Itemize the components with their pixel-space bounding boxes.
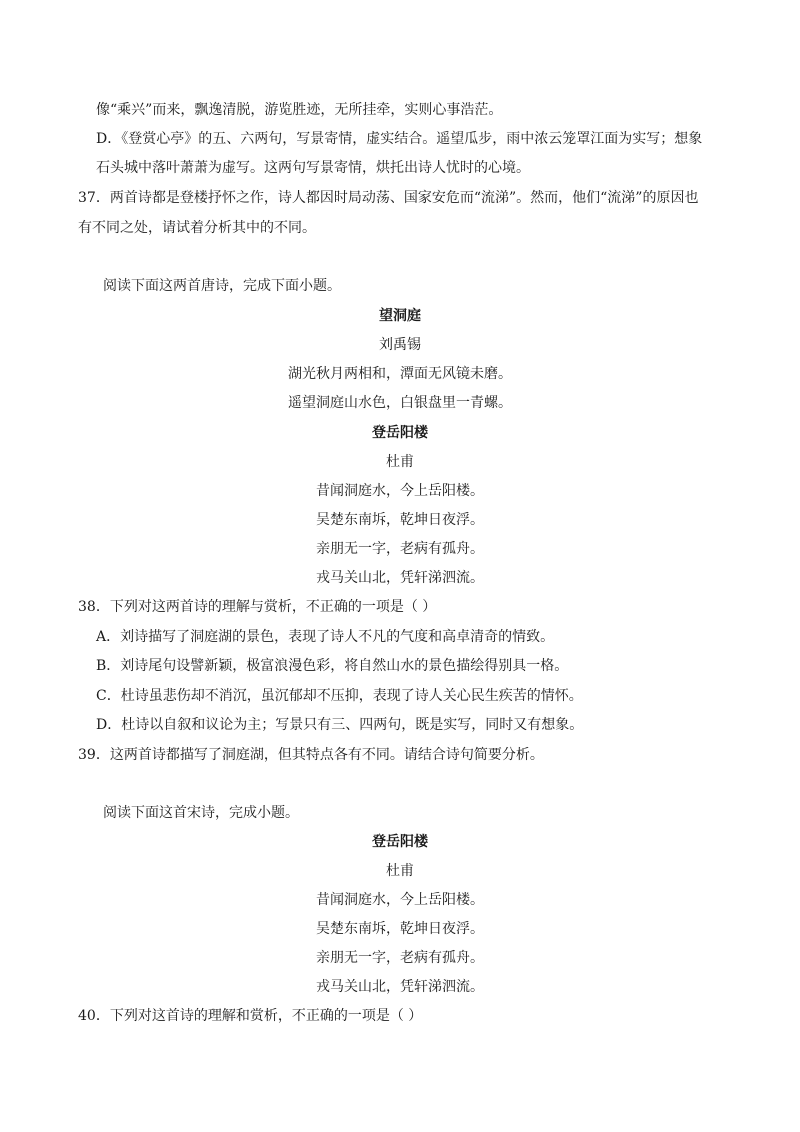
question-38-option-a: A．刘诗描写了洞庭湖的景色，表现了诗人不凡的气度和高卓清奇的情致。 [96,629,555,645]
poem-line: 亲朋无一字，老病有孤舟。 [316,541,484,557]
poem-line: 吴楚东南坼，乾坤日夜浮。 [316,921,484,937]
question-38-option-b: B．刘诗尾句设譬新颖，极富浪漫色彩，将自然山水的景色描绘得别具一格。 [96,658,569,674]
poem-line: 湖光秋月两相和，潭面无风镜未磨。 [288,366,512,382]
poem-author-dufu: 杜甫 [386,863,414,879]
poem-author-dufu: 杜甫 [386,454,414,470]
poem-line: 昔闻洞庭水，今上岳阳楼。 [316,483,484,499]
question-38-stem: 38．下列对这两首诗的理解与赏析，不正确的一项是（ ） [78,599,437,615]
question-38-option-c: C．杜诗虽悲伤却不消沉，虽沉郁却不压抑，表现了诗人关心民生疾苦的情怀。 [96,688,583,704]
option-d-line-2: 石头城中落叶萧萧为虚写。这两句写景寄情，烘托出诗人忧时的心境。 [96,160,530,176]
poem-author-liuyuxi: 刘禹锡 [379,337,421,353]
question-37-line-2: 有不同之处，请试着分析其中的不同。 [78,220,316,236]
question-37-line-1: 37．两首诗都是登楼抒怀之作，诗人都因时局动荡、国家安危而“流涕”。然而，他们“流涕”的原因也 [78,190,699,206]
section-intro-song: 阅读下面这首宋诗，完成小题。 [103,805,299,821]
answer-continuation-line: 像“乘兴”而来，飘逸清脱，游览胜迹，无所挂牵，实则心事浩茫。 [96,102,503,118]
question-38-option-d: D．杜诗以自叙和议论为主；写景只有三、四两句，既是实写，同时又有想象。 [96,717,584,733]
poem-line: 遥望洞庭山水色，白银盘里一青螺。 [288,395,512,411]
section-intro-tang: 阅读下面这两首唐诗，完成下面小题。 [103,278,341,294]
poem-line: 戎马关山北，凭轩涕泗流。 [316,979,484,995]
poem-title-wangdongting: 望洞庭 [379,308,421,324]
poem-line: 吴楚东南坼，乾坤日夜浮。 [316,512,484,528]
question-39: 39．这两首诗都描写了洞庭湖，但其特点各有不同。请结合诗句简要分析。 [78,747,544,763]
question-40-stem: 40．下列对这首诗的理解和赏析，不正确的一项是（ ） [78,1008,423,1024]
poem-line: 亲朋无一字，老病有孤舟。 [316,950,484,966]
poem-line: 昔闻洞庭水，今上岳阳楼。 [316,892,484,908]
option-d-line-1: D．《登赏心亭》的五、六两句，写景寄情，虚实结合。遥望瓜步，雨中浓云笼罩江面为实写；想象 [96,131,703,147]
poem-title-dengyueyanglou: 登岳阳楼 [372,834,428,850]
poem-title-dengyueyanglou: 登岳阳楼 [372,425,428,441]
poem-line: 戎马关山北，凭轩涕泗流。 [316,570,484,586]
